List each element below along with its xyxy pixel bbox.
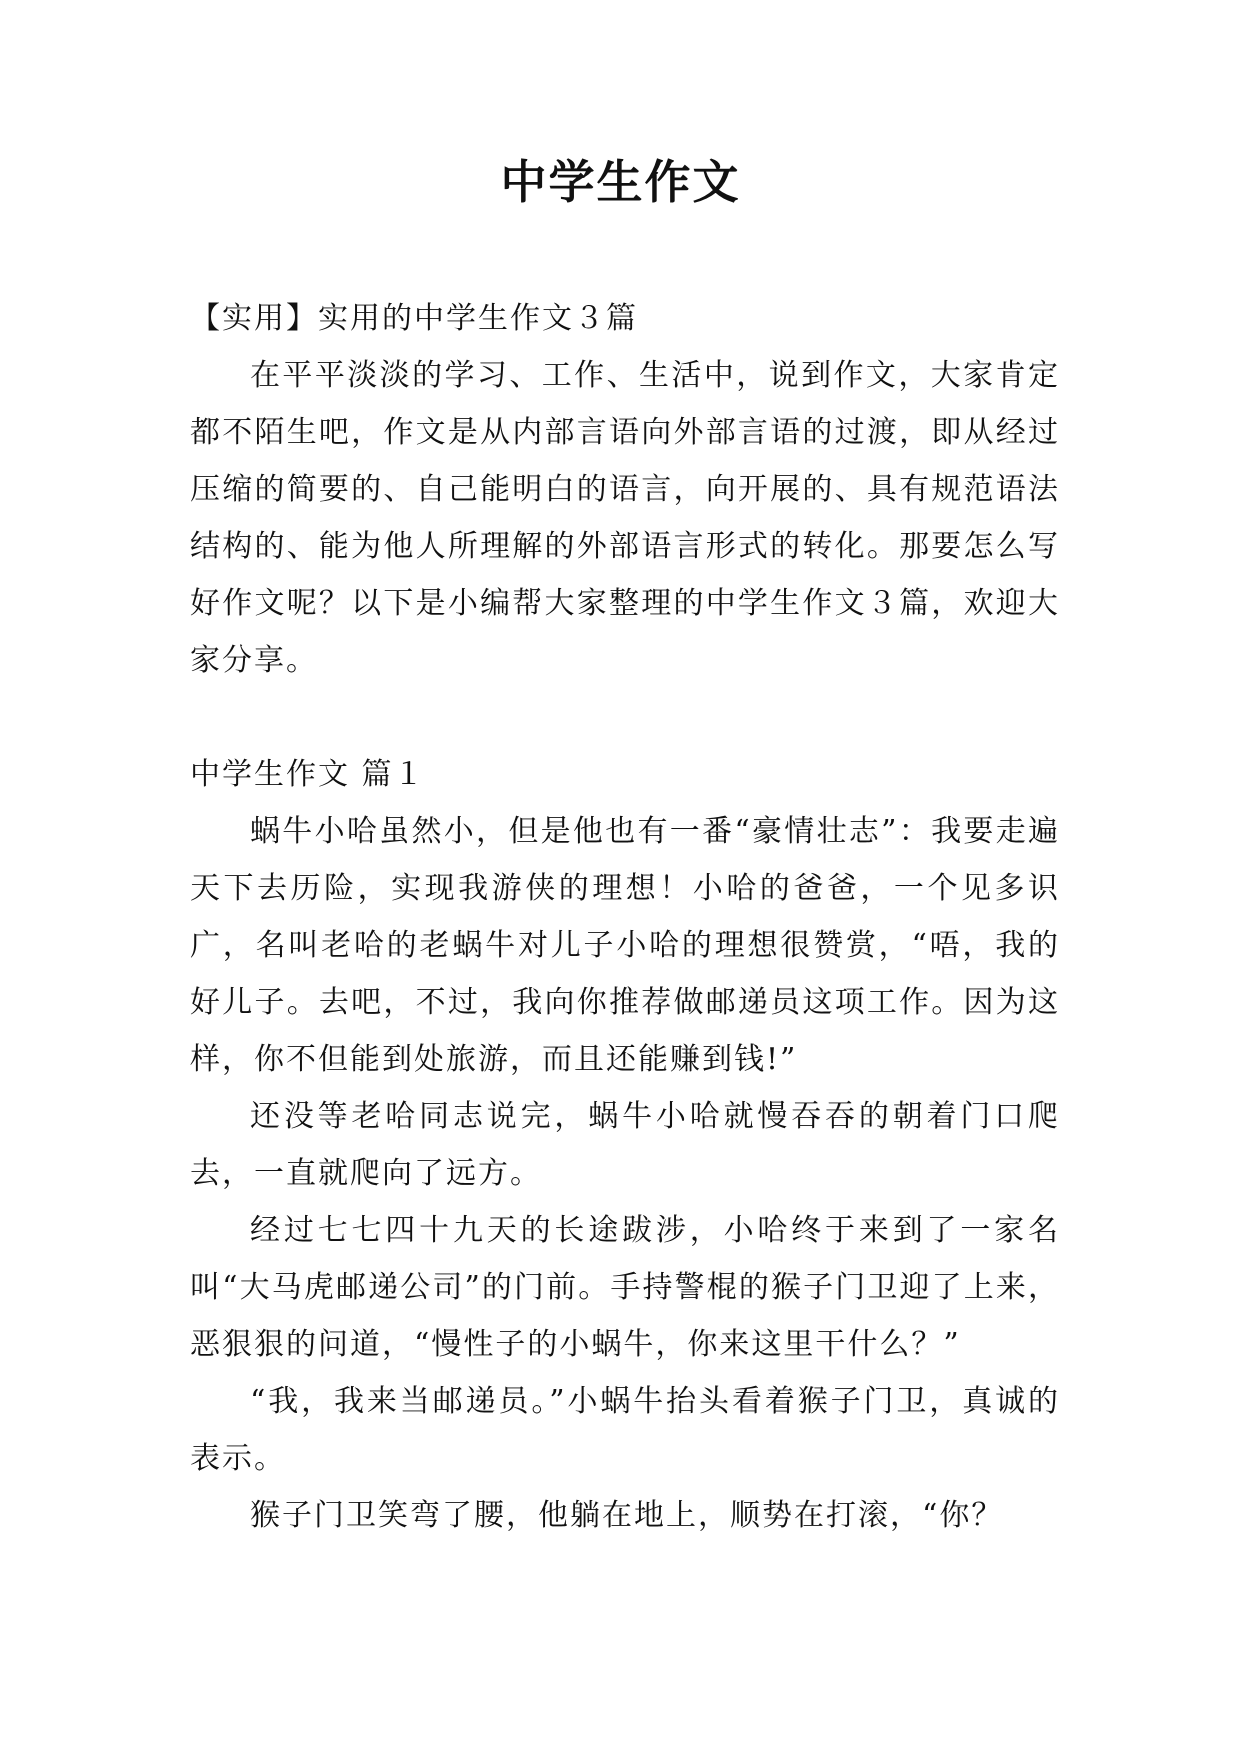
- section-heading: 中学生作文 篇１: [190, 757, 426, 792]
- page-title: 中学生作文: [500, 155, 741, 209]
- document-subtitle: 【实用】实用的中学生作文３篇: [190, 301, 638, 336]
- section-spacer: [190, 689, 1060, 746]
- intro-paragraph: 在平平淡淡的学习、工作、生活中，说到作文，大家肯定都不陌生吧，作文是从内部言语向外部言语的过渡，即从经过压缩的简要的、自己能明白的语言，向开展的、具有规范语法结构的、能为他人所理解的外部语言形式的转化。那要怎么写好作文呢？以下是小编帮大家整理的中学生作文３篇，欢迎大家分享。: [190, 358, 1060, 678]
- body-paragraph: 猴子门卫笑弯了腰，他躺在地上，顺势在打滚，“你？: [250, 1498, 1004, 1533]
- body-paragraph: “我，我来当邮递员。”小蜗牛抬头看着猴子门卫，真诚的表示。: [190, 1384, 1060, 1476]
- document-body: [190, 290, 1060, 1544]
- body-paragraph: 蜗牛小哈虽然小，但是他也有一番“豪情壮志”：我要走遍天下去历险，实现我游侠的理想！小哈的爸爸，一个见多识广，名叫老哈的老蜗牛对儿子小哈的理想很赞赏，“唔，我的好儿子。去吧，不过，我向你推荐做邮递员这项工作。因为这样，你不但能到处旅游，而且还能赚到钱!”: [190, 814, 1060, 1077]
- body-paragraph: 经过七七四十九天的长途跋涉，小哈终于来到了一家名叫“大马虎邮递公司”的门前。手持警棍的猴子门卫迎了上来，恶狠狠的问道，“慢性子的小蜗牛，你来这里干什么？”: [190, 1213, 1060, 1362]
- body-paragraph: 还没等老哈同志说完，蜗牛小哈就慢吞吞的朝着门口爬去，一直就爬向了远方。: [190, 1099, 1060, 1191]
